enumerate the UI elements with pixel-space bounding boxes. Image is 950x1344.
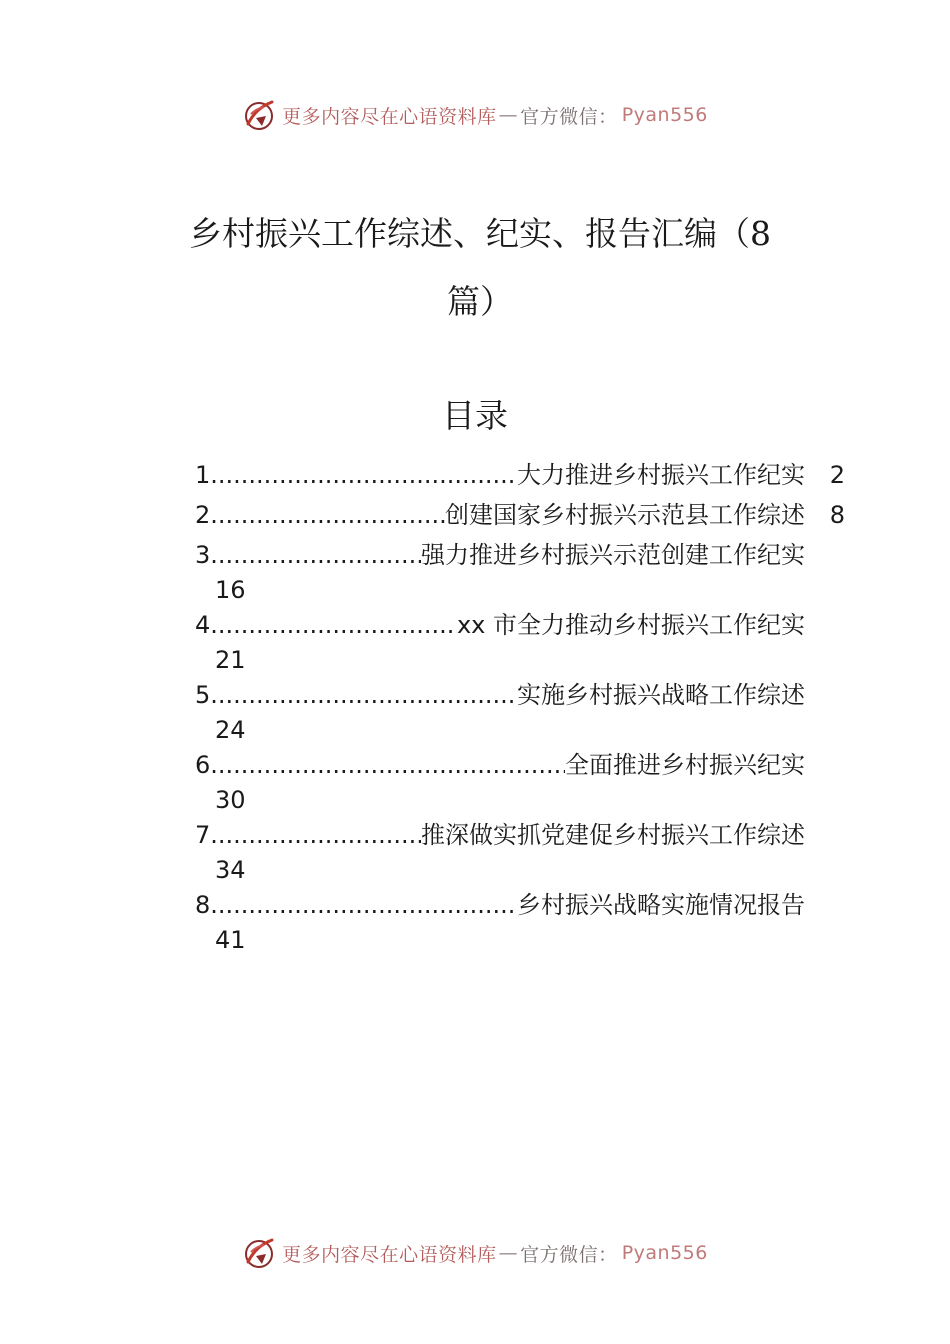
toc-entry[interactable] xyxy=(195,675,845,745)
toc-leader-dots xyxy=(210,605,457,645)
pen-logo-icon xyxy=(242,1236,276,1270)
toc-entry-title: 全面推进乡村振兴纪实 xyxy=(565,751,805,779)
toc-entry-number: 5 xyxy=(195,681,211,709)
toc-entry-title: 实施乡村振兴战略工作综述 xyxy=(517,681,805,709)
toc-leader-dots xyxy=(210,535,421,575)
toc-entry-title: 推深做实抓党建促乡村振兴工作综述 xyxy=(421,821,805,849)
banner-main-text: 更多内容尽在心语资料库 xyxy=(282,105,497,128)
toc-entry-number: 1 xyxy=(195,461,211,489)
toc-entry[interactable] xyxy=(195,745,845,815)
banner-wechat-id: Pyan556 xyxy=(621,104,708,126)
toc-heading: 目录 xyxy=(442,396,508,435)
toc-entry[interactable] xyxy=(195,885,845,955)
header-watermark-banner xyxy=(0,95,950,135)
toc-entry-page: 41 xyxy=(215,926,246,954)
toc-leader-dots xyxy=(210,745,565,785)
toc-entry-page: 34 xyxy=(215,856,246,884)
toc-entry[interactable] xyxy=(195,535,845,605)
toc-entry[interactable] xyxy=(195,495,845,535)
toc-entry-number: 2 xyxy=(195,501,211,529)
banner-wechat-label: 官方微信： xyxy=(520,105,618,128)
toc-entry-number: 4 xyxy=(195,611,211,639)
footer-watermark-banner xyxy=(0,1233,950,1273)
toc-entry-title: 大力推进乡村振兴工作纪实 xyxy=(517,461,805,489)
toc-leader-dots xyxy=(210,885,517,925)
toc-entry-page: 2 xyxy=(829,461,845,489)
banner-dash: — xyxy=(498,1242,519,1264)
table-of-contents xyxy=(195,455,845,955)
toc-entry-title: 强力推进乡村振兴示范创建工作纪实 xyxy=(421,541,805,569)
toc-leader-dots xyxy=(210,675,517,715)
banner-wechat-label: 官方微信： xyxy=(520,1243,618,1266)
toc-entry-title: 创建国家乡村振兴示范县工作综述 xyxy=(445,501,805,529)
toc-entry-page: 16 xyxy=(215,576,246,604)
document-title-line-2: 篇） xyxy=(447,282,513,321)
banner-main-text: 更多内容尽在心语资料库 xyxy=(282,1243,497,1266)
toc-entry-page: 30 xyxy=(215,786,246,814)
document-title xyxy=(165,200,795,336)
pen-logo-icon xyxy=(242,98,276,132)
banner-dash: — xyxy=(498,104,519,126)
toc-entry-page: 8 xyxy=(829,501,845,529)
toc-entry[interactable] xyxy=(195,815,845,885)
toc-entry-number: 3 xyxy=(195,541,211,569)
toc-leader-dots xyxy=(210,495,445,535)
toc-entry-page: 24 xyxy=(215,716,246,744)
toc-entry-number: 8 xyxy=(195,891,211,919)
toc-entry-number: 6 xyxy=(195,751,211,779)
toc-leader-dots xyxy=(210,815,421,855)
toc-entry[interactable] xyxy=(195,605,845,675)
toc-entry-title: 乡村振兴战略实施情况报告 xyxy=(517,891,805,919)
toc-leader-dots xyxy=(210,455,517,495)
document-title-line-1: 乡村振兴工作综述、纪实、报告汇编（8 xyxy=(189,214,771,253)
toc-entry[interactable] xyxy=(195,455,845,495)
toc-entry-number: 7 xyxy=(195,821,211,849)
toc-entry-title: xx 市全力推动乡村振兴工作纪实 xyxy=(456,611,805,639)
toc-entry-page: 21 xyxy=(215,646,246,674)
banner-wechat-id: Pyan556 xyxy=(621,1242,708,1264)
